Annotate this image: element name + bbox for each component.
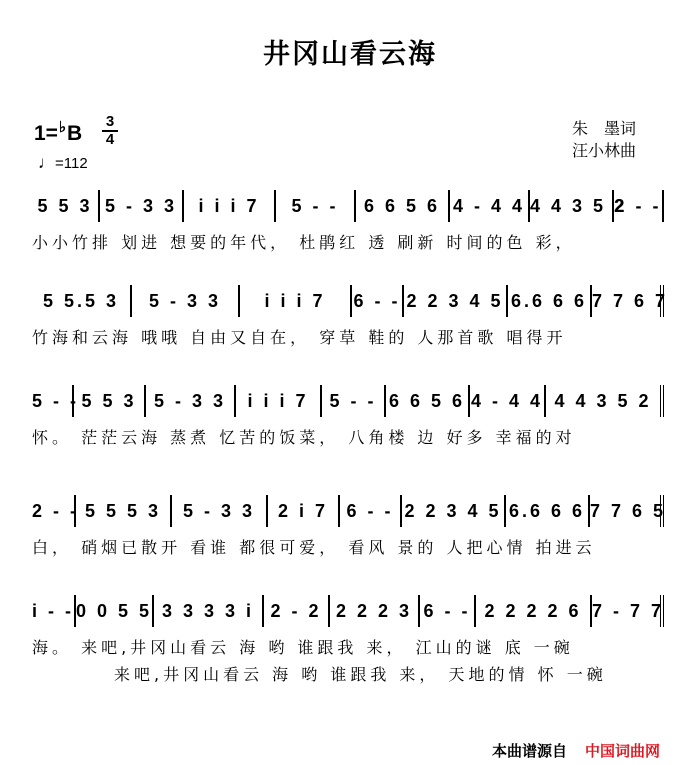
score-row-3 [32,385,664,448]
flat-symbol: ♭ [58,119,67,136]
key-prefix: 1= [34,122,58,145]
measure: 2 2 3 4 5 [402,495,506,527]
staff-line [32,595,664,627]
score-row-1 [32,190,664,253]
measure: 0 0 5 5 [76,595,154,627]
tempo-value: =112 [55,155,88,172]
key-signature [34,118,82,146]
credits [572,118,636,162]
time-signature-top: 3 [105,113,115,130]
measure: 6 - - [352,285,404,317]
measure: i - - [32,595,76,627]
lyric-line-2: 来吧,井冈山看云 海 哟 谁跟我 来， 天地的情 怀 一碗 [114,665,607,684]
measure: 7 7 6 7 [592,285,664,317]
lyric-line: 白， 硝烟已散开 看谁 都很可爱， 看风 景的 人把心情 拍进云 [32,538,596,557]
footer-credit [492,740,660,761]
lyric-line: 竹海和云海 哦哦 自由又自在， 穿草 鞋的 人那首歌 唱得开 [32,328,567,347]
score-row-2 [32,285,669,348]
composer-credit: 汪小林曲 [572,141,637,160]
key-note: B [67,122,83,145]
measure: 2 - 2 [264,595,330,627]
measure: 5 - 3 3 [146,385,236,417]
measure: 5 - - [276,190,356,222]
lyric-line: 小小竹排 划进 想要的年代， 杜鹃红 透 刷新 时间的色 彩， [32,233,576,252]
lyric-line: 怀。 茫茫云海 蒸煮 忆苦的饭菜， 八角楼 边 好多 幸福的对 [32,428,576,447]
tempo-marking [38,153,88,173]
measure: i i i 7 [184,190,276,222]
measure: 5 - - [322,385,386,417]
measure: 7 - 7 7 [592,595,664,627]
measure: 4 4 3 5 2 [530,190,614,222]
measure: i i i 7 [240,285,352,317]
measure: 2 - - [614,190,664,222]
measure: 6 - - [420,595,476,627]
footer-source-label: 本曲谱源自 [492,742,568,760]
measure: 6 6 5 6 [386,385,470,417]
footer-site-link[interactable]: 中国词曲网 [585,742,661,760]
measure: 5 - 3 3 [172,495,268,527]
time-signature-bottom: 4 [105,131,115,148]
score-row-5 [32,595,664,685]
staff-line [32,190,664,222]
measure: 5 - - [32,385,74,417]
measure: 3 3 3 3 i [154,595,264,627]
staff-line [32,385,664,417]
measure: 6 - - [340,495,402,527]
measure: 4 4 3 5 2 [546,385,664,417]
measure: 5 5 3 [74,385,146,417]
staff-line [32,495,667,527]
time-signature [102,114,118,148]
lyricist-credit: 朱 墨词 [572,119,637,138]
measure: 2 i 7 [268,495,340,527]
measure: 4 - 4 4 [450,190,530,222]
measure: 5 5 3 [32,190,100,222]
measure: 6 6 5 6 [356,190,450,222]
measure: 7 7 6 5 [590,495,664,527]
score-row-4 [32,495,667,558]
measure: 5 - 3 3 [100,190,184,222]
staff-line [32,285,669,317]
measure: 2 2 2 2 6 [476,595,592,627]
measure: 5 5.5 3 [32,285,132,317]
measure: 2 2 2 3 [330,595,420,627]
measure: i i i 7 [236,385,322,417]
measure: 4 - 4 4 [470,385,546,417]
measure: 6.6 6 6 [508,285,592,317]
measure: 5 - 3 3 [132,285,240,317]
song-title: 井冈山看云海 [263,39,437,70]
quarter-note-icon: ♩ [38,153,55,172]
measure: 2 2 3 4 5 [404,285,508,317]
lyric-line: 海。 来吧,井冈山看云 海 哟 谁跟我 来， 江山的谜 底 一碗 [32,638,574,657]
measure: 6.6 6 6 [506,495,590,527]
measure: 2 - - [32,495,76,527]
measure: 5 5 5 3 [76,495,172,527]
